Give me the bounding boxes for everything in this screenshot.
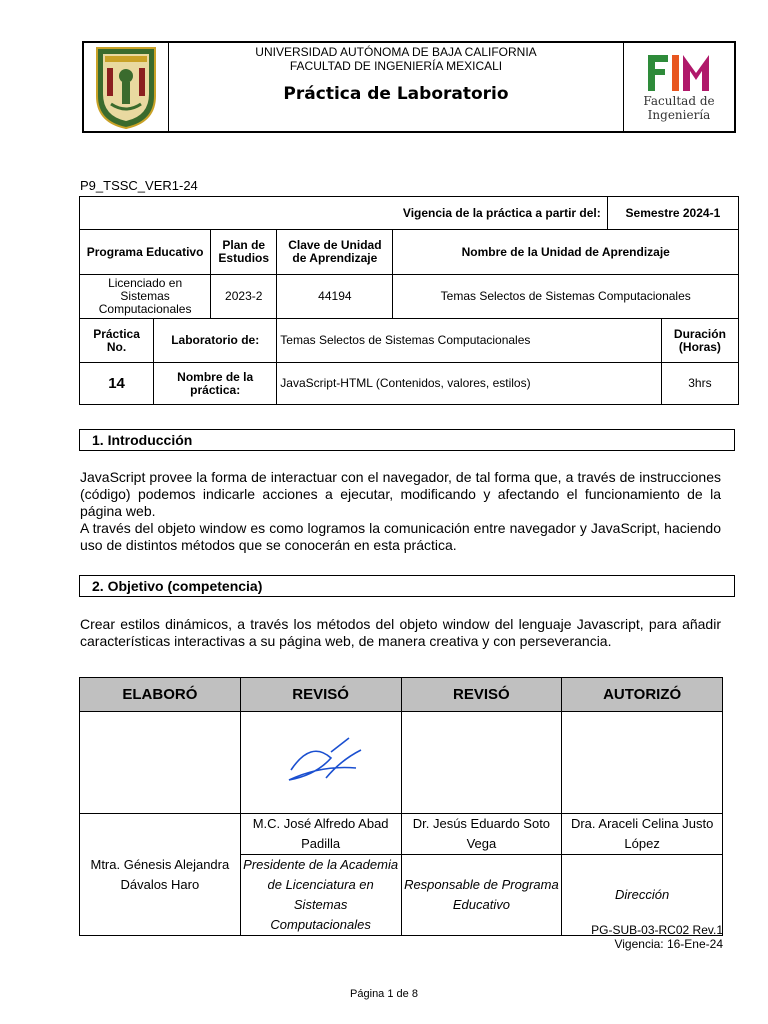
intro-paragraph <box>80 469 721 554</box>
signature-table <box>79 677 723 936</box>
plan-header: Plan de Estudios <box>211 230 277 275</box>
form-vigencia: Vigencia: 16-Ene-24 <box>614 937 723 951</box>
signature-box-reviso-1 <box>240 712 401 814</box>
reviso-2-name: Dr. Jesús Eduardo Soto Vega <box>401 814 562 855</box>
signature-box-autorizo <box>562 712 723 814</box>
vigencia-value: Semestre 2024-1 <box>607 197 738 230</box>
uabc-logo-cell <box>84 43 169 131</box>
practica-number: 14 <box>80 363 154 405</box>
form-code: PG-SUB-03-RC02 Rev.1 <box>591 923 723 937</box>
objective-text: Crear estilos dinámicos, a través los métodos del objeto window del lenguaje Javascript, para añadir características interactivas a su página web, de manera creativa y con perseverancia. <box>80 616 721 649</box>
faculty-name: FACULTAD DE INGENIERÍA MEXICALI <box>289 59 503 73</box>
signature-box-reviso-2 <box>401 712 562 814</box>
elaboro-name: Mtra. Génesis Alejandra Dávalos Haro <box>80 814 241 936</box>
nombre-practica-label: Nombre de la práctica: <box>154 363 277 405</box>
intro-section-title: 1. Introducción <box>79 429 735 451</box>
duracion-value: 3hrs <box>661 363 738 405</box>
duracion-label: Duración (Horas) <box>661 319 738 363</box>
page-number: Página 1 de 8 <box>350 988 418 1000</box>
nombre-unidad-value: Temas Selectos de Sistemas Computacionales <box>393 275 739 319</box>
handwritten-signature-icon <box>271 730 371 790</box>
autorizo-name: Dra. Araceli Celina Justo López <box>562 814 723 855</box>
vigencia-label: Vigencia de la práctica a partir del: <box>80 197 608 230</box>
university-name: UNIVERSIDAD AUTÓNOMA DE BAJA CALIFORNIA <box>255 45 537 59</box>
laboratorio-label: Laboratorio de: <box>154 319 277 363</box>
objective-section-title: 2. Objetivo (competencia) <box>79 575 735 597</box>
header-reviso-2: REVISÓ <box>401 678 562 712</box>
fim-logo-cell <box>623 43 734 131</box>
header-title-cell <box>169 43 623 131</box>
header-autorizo: AUTORIZÓ <box>562 678 723 712</box>
plan-value: 2023-2 <box>211 275 277 319</box>
nombre-practica-value: JavaScript-HTML (Contenidos, valores, estilos) <box>277 363 662 405</box>
header-elaboro: ELABORÓ <box>80 678 241 712</box>
programa-value: Licenciado en Sistemas Computacionales <box>80 275 211 319</box>
header-reviso-1: REVISÓ <box>240 678 401 712</box>
practica-label: Práctica No. <box>80 319 154 363</box>
intro-text-1: JavaScript provee la forma de interactuar con el navegador, de tal forma que, a través de instrucciones (código) podemos indicarle acciones a ejecutar, modificando y afectando el funcionamiento de la página web. <box>80 469 721 519</box>
document-header <box>82 41 736 133</box>
uabc-seal-icon <box>93 44 159 130</box>
document-title: Práctica de Laboratorio <box>283 84 509 104</box>
practice-info-table <box>79 196 739 405</box>
document-code: P9_TSSC_VER1-24 <box>80 178 198 193</box>
nombre-unidad-header: Nombre de la Unidad de Aprendizaje <box>393 230 739 275</box>
clave-header: Clave de Unidad de Aprendizaje <box>277 230 393 275</box>
reviso-1-name: M.C. José Alfredo Abad Padilla <box>240 814 401 855</box>
fim-logo-icon <box>644 53 714 93</box>
reviso-2-role: Responsable de Programa Educativo <box>401 855 562 936</box>
fim-logo-text-2: Ingeniería <box>647 108 711 122</box>
form-footer <box>591 923 723 951</box>
signature-box-elaboro <box>80 712 241 814</box>
fim-logo-text-1: Facultad de <box>643 94 715 108</box>
clave-value: 44194 <box>277 275 393 319</box>
intro-text-2: A través del objeto window es como logramos la comunicación entre navegador y JavaScript, haciendo uso de distintos métodos que se conocerán en esta práctica. <box>80 520 721 553</box>
reviso-1-role: Presidente de la Academia de Licenciatura en Sistemas Computacionales <box>240 855 401 936</box>
laboratorio-value: Temas Selectos de Sistemas Computacionales <box>277 319 662 363</box>
autorizo-role: Dirección <box>562 855 723 936</box>
programa-header: Programa Educativo <box>80 230 211 275</box>
